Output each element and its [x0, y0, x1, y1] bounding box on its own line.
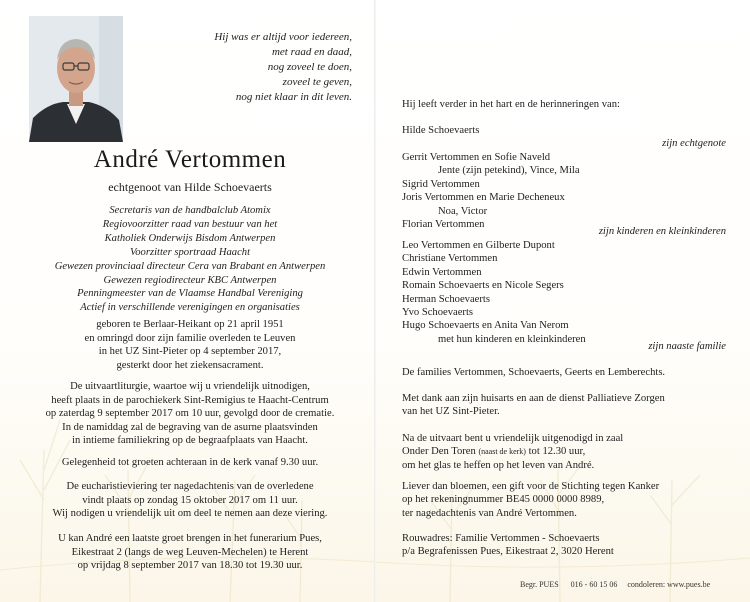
- text-line: om het glas te heffen op het leven van André.: [402, 459, 595, 471]
- text-line: De eucharistieviering ter nagedachtenis van de overledene: [66, 481, 314, 492]
- card-fold: [374, 0, 376, 602]
- family-line: Joris Vertommen en Marie Decheneux: [402, 192, 565, 204]
- poem-line: nog niet klaar in dit leven.: [235, 91, 352, 103]
- spouse-line: echtgenoot van Hilde Schoevaerts: [108, 180, 272, 194]
- text-line: Rouwadres: Familie Vertommen - Schoevaerts: [402, 533, 600, 544]
- families-line: De families Vertommen, Schoevaerts, Geerts en Lemberechts.: [402, 367, 666, 378]
- memory-intro: Hij leeft verder in het hart en de herinneringen van:: [402, 99, 620, 110]
- career-item: Actief in verschillende verenigingen en organisaties: [80, 302, 300, 314]
- text-line: Eikestraat 2 (langs de weg Leuven-Mechelen) te Herent: [71, 546, 309, 558]
- funeral-home-text: [10, 532, 370, 573]
- family-line: Gerrit Vertommen en Sofie Naveld: [402, 152, 551, 163]
- text-line: p/a Begrafenissen Pues, Eikestraat 2, 3020 Herent: [402, 546, 614, 558]
- text-line: vindt plaats op zondag 15 oktober 2017 om 11 uur.: [82, 494, 298, 506]
- family-line: Jente (zijn petekind), Vince, Mila: [438, 165, 580, 177]
- relation-family: zijn naaste familie: [648, 341, 726, 352]
- funeral-text: [10, 380, 370, 448]
- text-line: heeft plaats in de parochiekerk Sint-Remigius te Haacht-Centrum: [51, 394, 329, 406]
- relation-children: zijn kinderen en kleinkinderen: [598, 226, 726, 237]
- family-line: Edwin Vertommen: [402, 266, 482, 278]
- siblings-list: [402, 239, 732, 346]
- text-line: op vrijdag 8 september 2017 van 18.30 tot 19.30 uur.: [77, 560, 303, 572]
- portrait-photo: [29, 16, 123, 142]
- family-line: met hun kinderen en kleinkinderen: [438, 333, 586, 345]
- family-line: Herman Schoevaerts: [402, 293, 490, 305]
- text-line: in het UZ Sint-Pieter op 4 september 2017,: [98, 346, 282, 358]
- deceased-name: André Vertommen: [93, 146, 287, 173]
- family-line: Christiane Vertommen: [402, 253, 498, 265]
- family-line: Leo Vertommen en Gilberte Dupont: [402, 240, 555, 251]
- family-line: Sigrid Vertommen: [402, 178, 480, 190]
- text-span: tot 12.30 uur,: [525, 446, 586, 458]
- text-line: Na de uitvaart bent u vriendelijk uitgenodigd in zaal: [402, 433, 624, 444]
- text-line: geboren te Berlaar-Heikant op 21 april 1951: [96, 319, 284, 330]
- career-item: Gewezen provinciaal directeur Cera van Brabant en Antwerpen: [54, 260, 326, 272]
- footer: [520, 580, 710, 589]
- family-line: Yvo Schoevaerts: [402, 307, 474, 319]
- text-line: Met dank aan zijn huisarts en aan de dienst Palliatieve Zorgen: [402, 393, 665, 404]
- text-line: op zaterdag 9 september 2017 om 10 uur, gevolgd door de crematie.: [45, 408, 335, 420]
- text-line: De uitvaartliturgie, waartoe wij u vriendelijk uitnodigen,: [70, 381, 310, 392]
- relation-spouse: zijn echtgenote: [662, 138, 726, 149]
- family-line: Hugo Schoevaerts en Anita Van Nerom: [402, 320, 569, 332]
- poem-line: zoveel te geven,: [282, 76, 352, 88]
- address-text: [402, 532, 732, 559]
- poem: [140, 30, 352, 105]
- text-line: in intieme familiekring op de begraafplaats van Haacht.: [72, 435, 308, 447]
- text-line: en omringd door zijn familie overleden te Leuven: [84, 332, 296, 344]
- family-line: Romain Schoevaerts en Nicole Segers: [402, 280, 564, 292]
- text-line: op het rekeningnummer BE45 0000 0000 8989,: [402, 494, 605, 506]
- text-line: U kan André een laatste groet brengen in het funerarium Pues,: [58, 533, 322, 544]
- career-item: Penningmeester van de Vlaamse Handbal Vereniging: [77, 288, 303, 300]
- text-line: ter nagedachtenis van André Vertommen.: [402, 507, 577, 519]
- text-span: Onder Den Toren: [402, 446, 479, 458]
- text-line: Wij nodigen u vriendelijk uit om deel te nemen aan deze viering.: [52, 508, 328, 520]
- donation-text: [402, 480, 732, 520]
- text-span: (naast de kerk): [478, 447, 526, 457]
- text-line: van het UZ Sint-Pieter.: [402, 406, 500, 418]
- spouse-name: Hilde Schoevaerts: [402, 125, 480, 136]
- text-line: Liever dan bloemen, een gift voor de Stichting tegen Kanker: [402, 481, 660, 492]
- phone-number: 016 - 60 15 06: [570, 580, 618, 589]
- condolence-link[interactable]: condoleren: www.pues.be: [627, 580, 711, 589]
- career-item: Regiovoorzitter raad van bestuur van het: [102, 218, 278, 230]
- eucharist-text: [10, 480, 370, 521]
- company-name: Begr. PUES: [520, 580, 559, 589]
- greeting-text: [10, 456, 370, 470]
- children-list: [402, 151, 732, 231]
- career-item: Voorzitter sportraad Haacht: [129, 246, 251, 258]
- thanks-text: [402, 392, 732, 419]
- reception-text: [402, 432, 732, 472]
- career-item: Gewezen regiodirecteur KBC Antwerpen: [103, 274, 277, 286]
- poem-line: met raad en daad,: [271, 46, 352, 58]
- family-line: Noa, Victor: [438, 205, 488, 217]
- text-line: gesterkt door het ziekensacrament.: [116, 359, 264, 371]
- birth-death-text: [10, 318, 370, 372]
- text-line: In de namiddag zal de begraving van de asurne plaatsvinden: [62, 421, 318, 433]
- text-line: [402, 445, 732, 458]
- career-list: [10, 204, 370, 315]
- text-line: Gelegenheid tot groeten achteraan in de kerk vanaf 9.30 uur.: [61, 457, 319, 468]
- career-item: Katholiek Onderwijs Bisdom Antwerpen: [104, 232, 276, 244]
- poem-line: Hij was er altijd voor iedereen,: [214, 31, 352, 43]
- family-line: Florian Vertommen: [402, 219, 485, 231]
- poem-line: nog zoveel te doen,: [267, 61, 352, 73]
- career-item: Secretaris van de handbalclub Atomix: [109, 205, 271, 216]
